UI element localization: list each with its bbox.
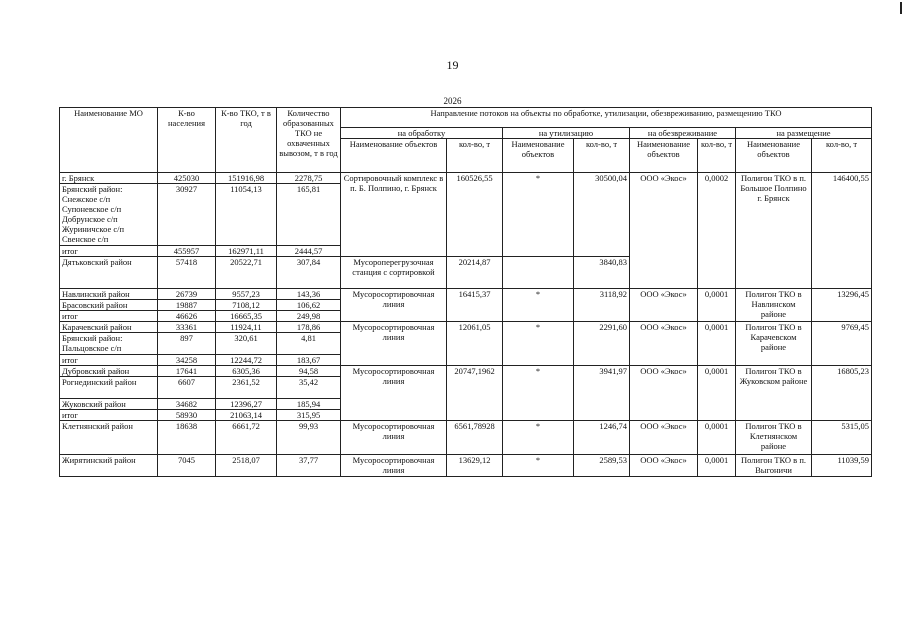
table-row	[60, 322, 872, 333]
placement-object: Полигон ТКО в п. Большое Полпино г. Брянск	[736, 173, 812, 289]
uncovered-amount: 183,67	[277, 355, 341, 366]
uncovered-amount: 2278,75	[277, 173, 341, 184]
placement-qty: 13296,45	[812, 289, 872, 322]
utilization-qty: 1246,74	[574, 421, 630, 455]
population: 6607	[158, 377, 216, 399]
tko-amount: 6305,36	[216, 366, 277, 377]
table-row	[60, 366, 872, 377]
corner-mark	[900, 2, 902, 14]
page-number: 19	[446, 58, 459, 72]
processing-object: Мусоросортировочная линия	[341, 289, 447, 322]
utilization-qty: 30500,04	[574, 173, 630, 257]
placement-qty: 9769,45	[812, 322, 872, 366]
processing-object: Сортировочный комплекс в п. Б. Полпино, г. Брянск	[341, 173, 447, 257]
utilization-qty: 3840,83	[574, 257, 630, 289]
neutralization-qty: 0,0002	[698, 173, 736, 289]
processing-qty: 20214,87	[447, 257, 503, 289]
placement-object: Полигон ТКО в Навлинском районе	[736, 289, 812, 322]
uncovered-amount: 94,58	[277, 366, 341, 377]
placement-qty: 146400,55	[812, 173, 872, 289]
neutralization-qty: 0,0001	[698, 322, 736, 366]
tko-amount: 162971,11	[216, 246, 277, 257]
neutralization-object: ООО «Экос»	[630, 366, 698, 421]
processing-object: Мусоросортировочная линия	[341, 455, 447, 477]
tko-amount: 16665,35	[216, 311, 277, 322]
header-tko: К-во ТКО, т в год	[216, 108, 277, 173]
uncovered-amount: 35,42	[277, 377, 341, 399]
tko-amount: 11924,11	[216, 322, 277, 333]
processing-object: Мусоросортировочная линия	[341, 421, 447, 455]
utilization-object: *	[503, 173, 574, 257]
population: 7045	[158, 455, 216, 477]
header-place-qty: кол-во, т	[812, 139, 872, 173]
mo-name: Жуковский район	[60, 399, 158, 410]
placement-object: Полигон ТКО в п. Выгоничи	[736, 455, 812, 477]
table-row	[60, 421, 872, 455]
header-utilization: на утилизацию	[503, 128, 630, 139]
population: 30927	[158, 184, 216, 246]
table-row	[60, 173, 872, 184]
uncovered-amount: 37,77	[277, 455, 341, 477]
neutralization-qty: 0,0001	[698, 455, 736, 477]
population: 26739	[158, 289, 216, 300]
processing-object: Мусоросортировочная линия	[341, 366, 447, 421]
population: 19887	[158, 300, 216, 311]
neutralization-object: ООО «Экос»	[630, 173, 698, 289]
uncovered-amount: 307,84	[277, 257, 341, 289]
utilization-object: *	[503, 322, 574, 366]
mo-name: Жирятинский район	[60, 455, 158, 477]
neutralization-object: ООО «Экос»	[630, 455, 698, 477]
uncovered-amount: 2444,57	[277, 246, 341, 257]
uncovered-amount: 143,36	[277, 289, 341, 300]
mo-name: Клетнянский район	[60, 421, 158, 455]
placement-object: Полигон ТКО в Клетнянском районе	[736, 421, 812, 455]
neutralization-object: ООО «Экос»	[630, 322, 698, 366]
population: 425030	[158, 173, 216, 184]
placement-qty: 16805,23	[812, 366, 872, 421]
tko-amount: 20522,71	[216, 257, 277, 289]
population: 33361	[158, 322, 216, 333]
header-placement: на размещение	[736, 128, 872, 139]
mo-name: итог	[60, 246, 158, 257]
tko-amount: 2361,52	[216, 377, 277, 399]
uncovered-amount: 178,86	[277, 322, 341, 333]
neutralization-qty: 0,0001	[698, 421, 736, 455]
mo-name: Навлинский район	[60, 289, 158, 300]
table-row	[60, 455, 872, 477]
header-population: К-во населения	[158, 108, 216, 173]
mo-name: Дятьковский район	[60, 257, 158, 289]
processing-object: Мусороперегрузочная станция с сортировкой	[341, 257, 447, 289]
processing-qty: 6561,78928	[447, 421, 503, 455]
mo-name: г. Брянск	[60, 173, 158, 184]
processing-qty: 12061,05	[447, 322, 503, 366]
mo-name: Брянский район: Пальцовское с/п	[60, 333, 158, 355]
processing-qty: 160526,55	[447, 173, 503, 257]
uncovered-amount: 165,81	[277, 184, 341, 246]
header-util-name: Наименование объектов	[503, 139, 574, 173]
population: 34682	[158, 399, 216, 410]
tko-amount: 6661,72	[216, 421, 277, 455]
tko-amount: 9557,23	[216, 289, 277, 300]
mo-name: итог	[60, 410, 158, 421]
mo-name: Брасовский район	[60, 300, 158, 311]
population: 57418	[158, 257, 216, 289]
tko-amount: 7108,12	[216, 300, 277, 311]
mo-name: Карачевский район	[60, 322, 158, 333]
placement-qty: 11039,59	[812, 455, 872, 477]
tko-amount: 320,61	[216, 333, 277, 355]
processing-object: Мусоросортировочная линия	[341, 322, 447, 366]
tko-amount: 11054,13	[216, 184, 277, 246]
neutralization-qty: 0,0001	[698, 289, 736, 322]
table-year: 2026	[443, 96, 462, 106]
processing-qty: 16415,37	[447, 289, 503, 322]
mo-name: итог	[60, 355, 158, 366]
header-uncovered: Количество образованных ТКО не охваченных вывозом, т в год	[277, 108, 341, 173]
placement-object: Полигон ТКО в Карачевском районе	[736, 322, 812, 366]
placement-qty: 5315,05	[812, 421, 872, 455]
utilization-object: *	[503, 366, 574, 421]
population: 18638	[158, 421, 216, 455]
population: 17641	[158, 366, 216, 377]
header-neut-name: Наименование объектов	[630, 139, 698, 173]
utilization-qty: 2291,60	[574, 322, 630, 366]
mo-name: итог	[60, 311, 158, 322]
utilization-object: *	[503, 421, 574, 455]
population: 455957	[158, 246, 216, 257]
header-proc-name: Наименование объектов	[341, 139, 447, 173]
placement-object: Полигон ТКО в Жуковском районе	[736, 366, 812, 421]
header-neut-qty: кол-во, т	[698, 139, 736, 173]
utilization-object: *	[503, 455, 574, 477]
header-mo: Наименование МО	[60, 108, 158, 173]
utilization-object	[503, 257, 574, 289]
uncovered-amount: 185,94	[277, 399, 341, 410]
neutralization-qty: 0,0001	[698, 366, 736, 421]
utilization-qty: 2589,53	[574, 455, 630, 477]
header-util-qty: кол-во, т	[574, 139, 630, 173]
uncovered-amount: 106,62	[277, 300, 341, 311]
uncovered-amount: 249,98	[277, 311, 341, 322]
header-processing: на обработку	[341, 128, 503, 139]
waste-flow-table	[59, 107, 872, 477]
header-neutralization: на обезвреживание	[630, 128, 736, 139]
processing-qty: 20747,1962	[447, 366, 503, 421]
population: 34258	[158, 355, 216, 366]
tko-amount: 2518,07	[216, 455, 277, 477]
uncovered-amount: 315,95	[277, 410, 341, 421]
header-place-name: Наименование объектов	[736, 139, 812, 173]
mo-name: Рогнединский район	[60, 377, 158, 399]
processing-qty: 13629,12	[447, 455, 503, 477]
neutralization-object: ООО «Экос»	[630, 289, 698, 322]
population: 58930	[158, 410, 216, 421]
population: 46626	[158, 311, 216, 322]
header-row-1	[60, 108, 872, 128]
utilization-object: *	[503, 289, 574, 322]
uncovered-amount: 4,81	[277, 333, 341, 355]
population: 897	[158, 333, 216, 355]
tko-amount: 12396,27	[216, 399, 277, 410]
tko-amount: 12244,72	[216, 355, 277, 366]
neutralization-object: ООО «Экос»	[630, 421, 698, 455]
mo-name: Дубровский район	[60, 366, 158, 377]
table-row	[60, 289, 872, 300]
mo-name: Брянский район: Снежское с/п Супоневское с/п Добрунское с/п Журиничское с/п Свенское с/п	[60, 184, 158, 246]
tko-amount: 21063,14	[216, 410, 277, 421]
uncovered-amount: 99,93	[277, 421, 341, 455]
header-proc-qty: кол-во, т	[447, 139, 503, 173]
utilization-qty: 3941,97	[574, 366, 630, 421]
header-direction: Направление потоков на объекты по обработке, утилизации, обезвреживанию, размещению ТКО	[341, 108, 872, 128]
tko-amount: 151916,98	[216, 173, 277, 184]
utilization-qty: 3118,92	[574, 289, 630, 322]
